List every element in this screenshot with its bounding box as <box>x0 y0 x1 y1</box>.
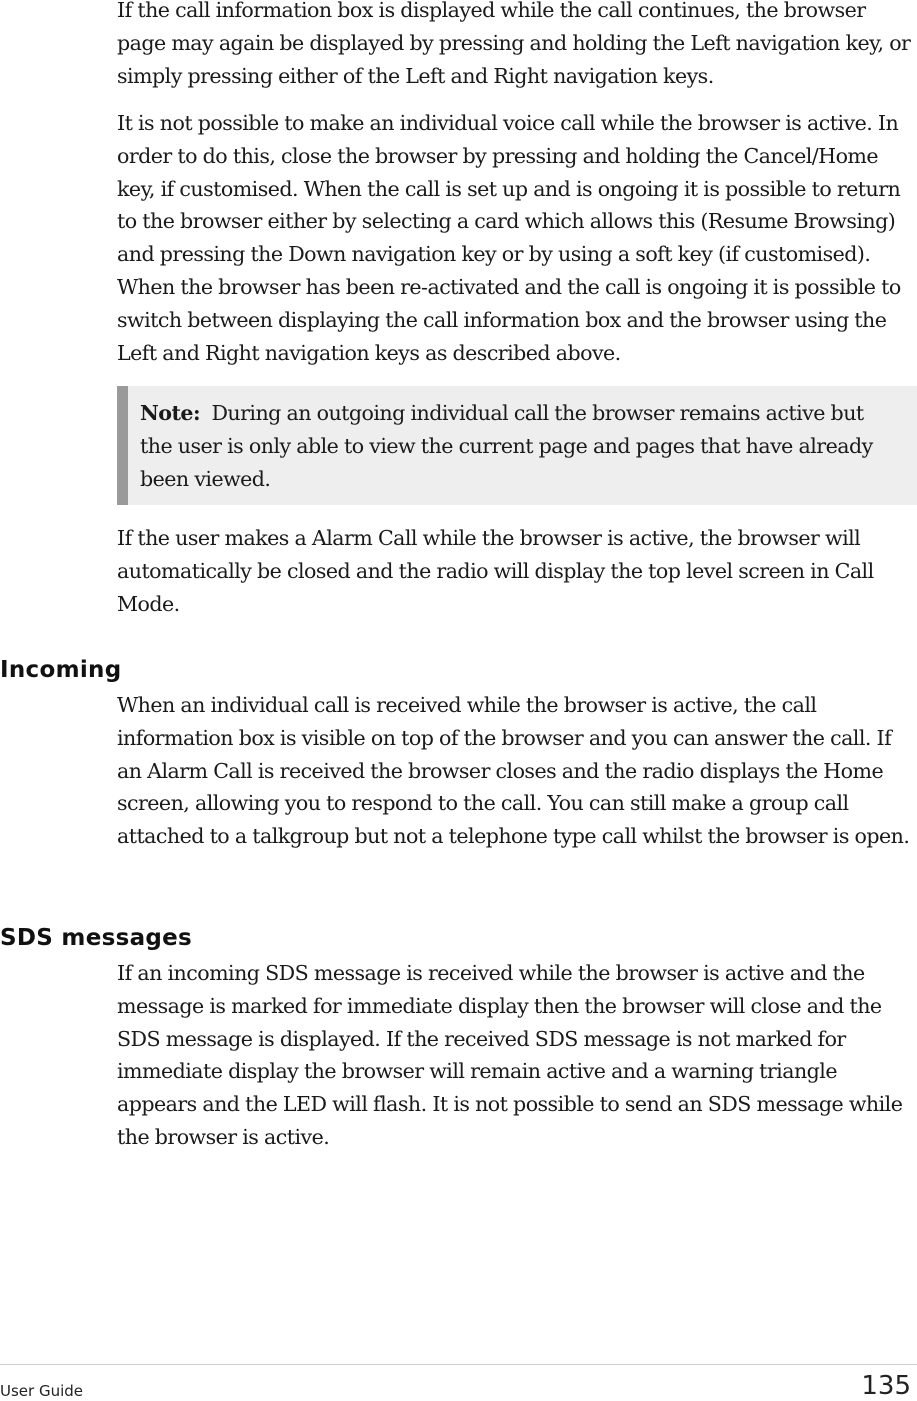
paragraph-individual-voice-call: It is not possible to make an individual voice call while the browser is active. In order to do this, close the browser by pressing and holding the Cancel/Home key, if customised. When the call is set up and is ongoing it is possible to return to the browser either by selecting a card which allows this (Resume Browsing) and pressing the Down navigation key or by using a soft key (if customised). When the browser has been re-activated and the call is ongoing it is possible to switch between displaying the call information box and the browser using the Left and Right navigation keys as described above. <box>117 111 901 365</box>
paragraph-call-info-box: If the call information box is displayed while the call continues, the browser page may again be displayed by pressing and holding the Left navigation key, or simply pressing either of the Left and Right navigation keys. <box>117 0 911 88</box>
paragraph-sds-messages: If an incoming SDS message is received while the browser is active and the message is marked for immediate display then the browser will close and the SDS message is displayed. If the received SDS message is not marked for immediate display the browser will remain active and a warning triangle appears and the LED will flash. It is not possible to send an SDS message while the browser is active. <box>117 961 903 1149</box>
paragraph-alarm-call: If the user makes a Alarm Call while the browser is active, the browser will automatically be closed and the radio will display the top level screen in Call Mode. <box>117 526 874 616</box>
note-content <box>140 397 897 495</box>
note-label: Note: <box>140 401 201 425</box>
heading-sds-messages: SDS messages <box>0 925 193 951</box>
note-box <box>117 386 917 505</box>
footer-title: User Guide <box>0 1382 84 1400</box>
heading-incoming: Incoming <box>0 657 122 683</box>
page-number: 135 <box>861 1371 911 1401</box>
paragraph-incoming: When an individual call is received while the browser is active, the call information box is visible on top of the browser and you can answer the call. If an Alarm Call is received the browser closes and the radio displays the Home screen, allowing you to respond to the call. You can still make a group call attached to a talkgroup but not a telephone type call whilst the browser is open. <box>117 693 910 849</box>
footer-divider <box>0 1364 917 1365</box>
note-text: During an outgoing individual call the browser remains active but the user is only able to view the current page and pages that have already been viewed. <box>140 401 873 491</box>
